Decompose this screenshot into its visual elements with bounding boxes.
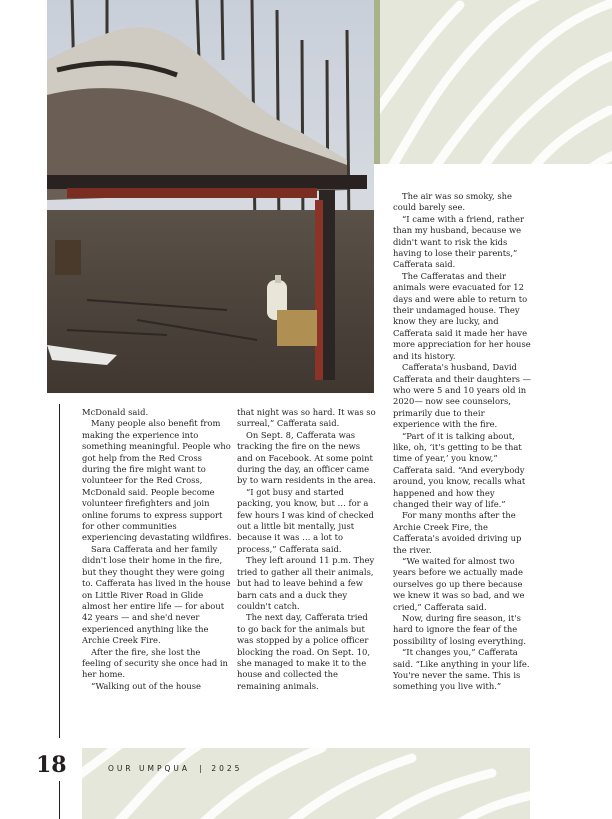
vertical-rule [59,404,60,738]
decorative-wave-panel-top [380,0,612,164]
publication-name: OUR UMPQUA [108,764,190,773]
paragraph: For many months after the Archie Creek Fire, the Cafferata's avoided driving up the river. [393,510,522,555]
vertical-rule [59,781,60,819]
paragraph: “I got busy and started packing, you know, but … for a few hours I was kind of checked out a little bit mentally, just because it was … a lot to process,” Cafferata said. [237,486,374,554]
article-column-1 [82,407,232,692]
paragraph: “I came with a friend, rather than my husband, because we didn't want to risk the kids having to lose their parents,” Cafferata said. [393,213,524,270]
footer-folio [108,764,242,773]
paragraph: “Walking out of the house [91,680,201,691]
paragraph: McDonald said. [82,407,149,417]
paragraph: Sara Cafferata and her family didn't lose their home in the fire, but they thought they were going to. Cafferata has lived in the house on Little River Road in Glide almost her entire life — for about 42 years — and she'd never experienced anything like the Archie Creek Fire. [82,543,231,646]
paragraph: that night was so hard. It was so surreal,” Cafferata said. [237,407,376,429]
accent-bar [374,0,380,164]
decorative-wave-panel-bottom [82,748,530,819]
footer-separator: | [199,764,202,773]
paragraph: Now, during fire season, it's hard to ignore the fear of the possibility of losing everything. [393,613,526,646]
paragraph: “We waited for almost two years before we actually made ourselves go up there because we knew it was so bad, and we cried,” Cafferata said. [393,556,525,612]
paragraph: After the fire, she lost the feeling of security she once had in her home. [82,646,228,680]
article-column-2 [237,407,377,692]
article-column-3 [393,191,533,693]
paragraph: Cafferata's husband, David Cafferata and their daughters — who were 5 and 10 years old in 2020— now see counselors, primarily due to their experience with the fire. [393,362,531,430]
paragraph: The air was so smoky, she could barely see. [393,191,513,213]
paragraph: The next day, Cafferata tried to go back for the animals but was stopped by a police officer blocking the road. On Sept. 10, she managed to make it to the house and collected the remaining animals. [237,612,371,691]
paragraph: They left around 11 p.m. They tried to gather all their animals, but had to leave behind a few barn cats and a duck they couldn't catch. [237,555,375,611]
page-number: 18 [36,752,67,778]
burned-trailer-photo [47,0,374,393]
paragraph: “It changes you,” Cafferata said. “Like anything in your life. You're never the same. This is something you live with.” [393,647,530,692]
paragraph: The Cafferatas and their animals were evacuated for 12 days and were able to return to their undamaged house. They know they are lucky, and Cafferata said it made her have more appreciation for her house and its history. [393,270,531,361]
issue-year: 2025 [211,764,243,773]
paragraph: “Part of it is talking about, like, oh, ‘it's getting to be that time of year,’ you know,” Cafferata said. “And everybody around, you know, recalls what happened and how they changed their way of life.” [393,430,526,509]
paragraph: Many people also benefit from making the experience into something meaningful. People who got help from the Red Cross during the fire might want to volunteer for the Red Cross, McDonald said. People become volunteer firefighters and join online forums to express support for other communities experiencing devastating wildfires. [82,418,232,543]
paragraph: On Sept. 8, Cafferata was tracking the fire on the news and on Facebook. At some point during the day, an officer came by to warn residents in the area. [237,429,376,486]
